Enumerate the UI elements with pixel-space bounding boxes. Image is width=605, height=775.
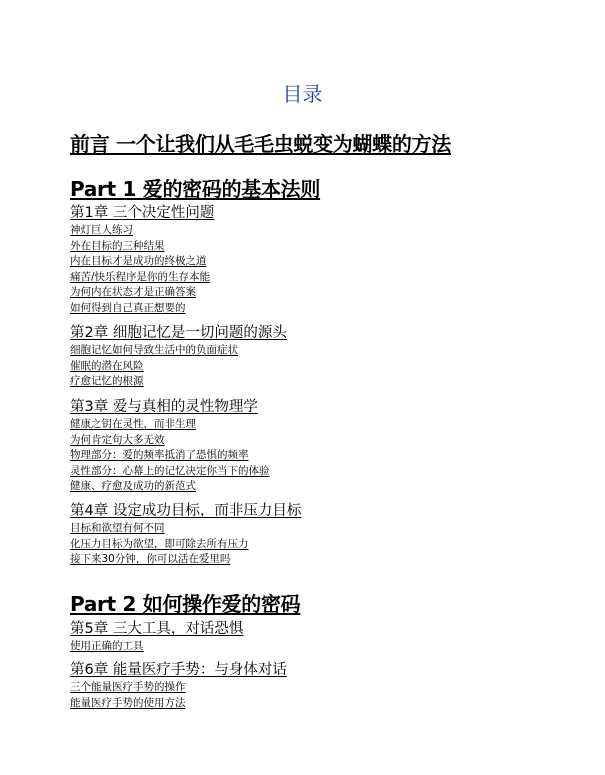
chapter-2	[70, 324, 287, 390]
preface-link[interactable]: 前言 一个让我们从毛毛虫蜕变为蝴蝶的方法	[70, 132, 451, 156]
section-link[interactable]: 为何肯定句大多无效	[70, 433, 165, 446]
section-link[interactable]: 为何内在状态才是正确答案	[70, 286, 196, 299]
chapter-3-link[interactable]: 第3章 爱与真相的灵性物理学	[70, 399, 258, 415]
chapter-2-link[interactable]: 第2章 细胞记忆是一切问题的源头	[70, 325, 287, 341]
chapter-1	[70, 204, 214, 317]
section-link[interactable]: 健康、疗愈及成功的新范式	[70, 480, 196, 493]
section-link[interactable]: 如何得到自己真正想要的	[70, 301, 186, 314]
section-link[interactable]: 目标和欲望有何不同	[70, 522, 165, 534]
part-1-link[interactable]: Part 1 爱的密码的基本法则	[70, 177, 321, 201]
section-link[interactable]: 化压力目标为欲望，即可除去所有压力	[70, 537, 249, 550]
chapter-6-sections	[70, 680, 287, 711]
section-link[interactable]: 内在目标才是成功的终极之道	[70, 255, 207, 268]
section-link[interactable]: 痛苦/快乐程序是你的生存本能	[70, 270, 211, 283]
chapter-5	[70, 620, 243, 655]
section-link[interactable]: 疗愈记忆的根源	[70, 375, 144, 388]
chapter-2-sections	[70, 343, 287, 390]
section-link[interactable]: 细胞记忆如何导致生活中的负面症状	[70, 344, 238, 356]
section-link[interactable]: 能量医疗手势的使用方法	[70, 696, 186, 709]
toc-title: 目录	[282, 82, 323, 106]
section-link[interactable]: 物理部分：爱的频率抵消了恐惧的频率	[70, 449, 249, 462]
chapter-6	[70, 661, 287, 711]
section-link[interactable]: 使用正确的工具	[70, 640, 144, 652]
chapter-4-sections	[70, 521, 301, 568]
chapter-4	[70, 502, 301, 568]
section-link[interactable]: 三个能量医疗手势的操作	[70, 681, 186, 693]
chapter-1-sections	[70, 223, 214, 317]
section-link[interactable]: 催眠的潜在风险	[70, 359, 144, 372]
part-2-link[interactable]: Part 2 如何操作爱的密码	[70, 592, 301, 616]
chapter-6-link[interactable]: 第6章 能量医疗手势：与身体对话	[70, 662, 287, 678]
section-link[interactable]: 接下来30分钟，你可以活在爱里吗	[70, 553, 231, 566]
section-link[interactable]: 健康之钥在灵性，而非生理	[70, 418, 196, 430]
section-link[interactable]: 神灯巨人练习	[70, 224, 133, 236]
chapter-3-sections	[70, 417, 270, 495]
section-link[interactable]: 外在目标的三种结果	[70, 239, 165, 252]
chapter-5-link[interactable]: 第5章 三大工具，对话恐惧	[70, 621, 244, 637]
chapter-5-sections	[70, 639, 243, 655]
chapter-3	[70, 398, 270, 495]
chapter-4-link[interactable]: 第4章 设定成功目标，而非压力目标	[70, 503, 302, 519]
section-link[interactable]: 灵性部分：心幕上的记忆决定你当下的体验	[70, 464, 270, 477]
chapter-1-link[interactable]: 第1章 三个决定性问题	[70, 205, 215, 221]
